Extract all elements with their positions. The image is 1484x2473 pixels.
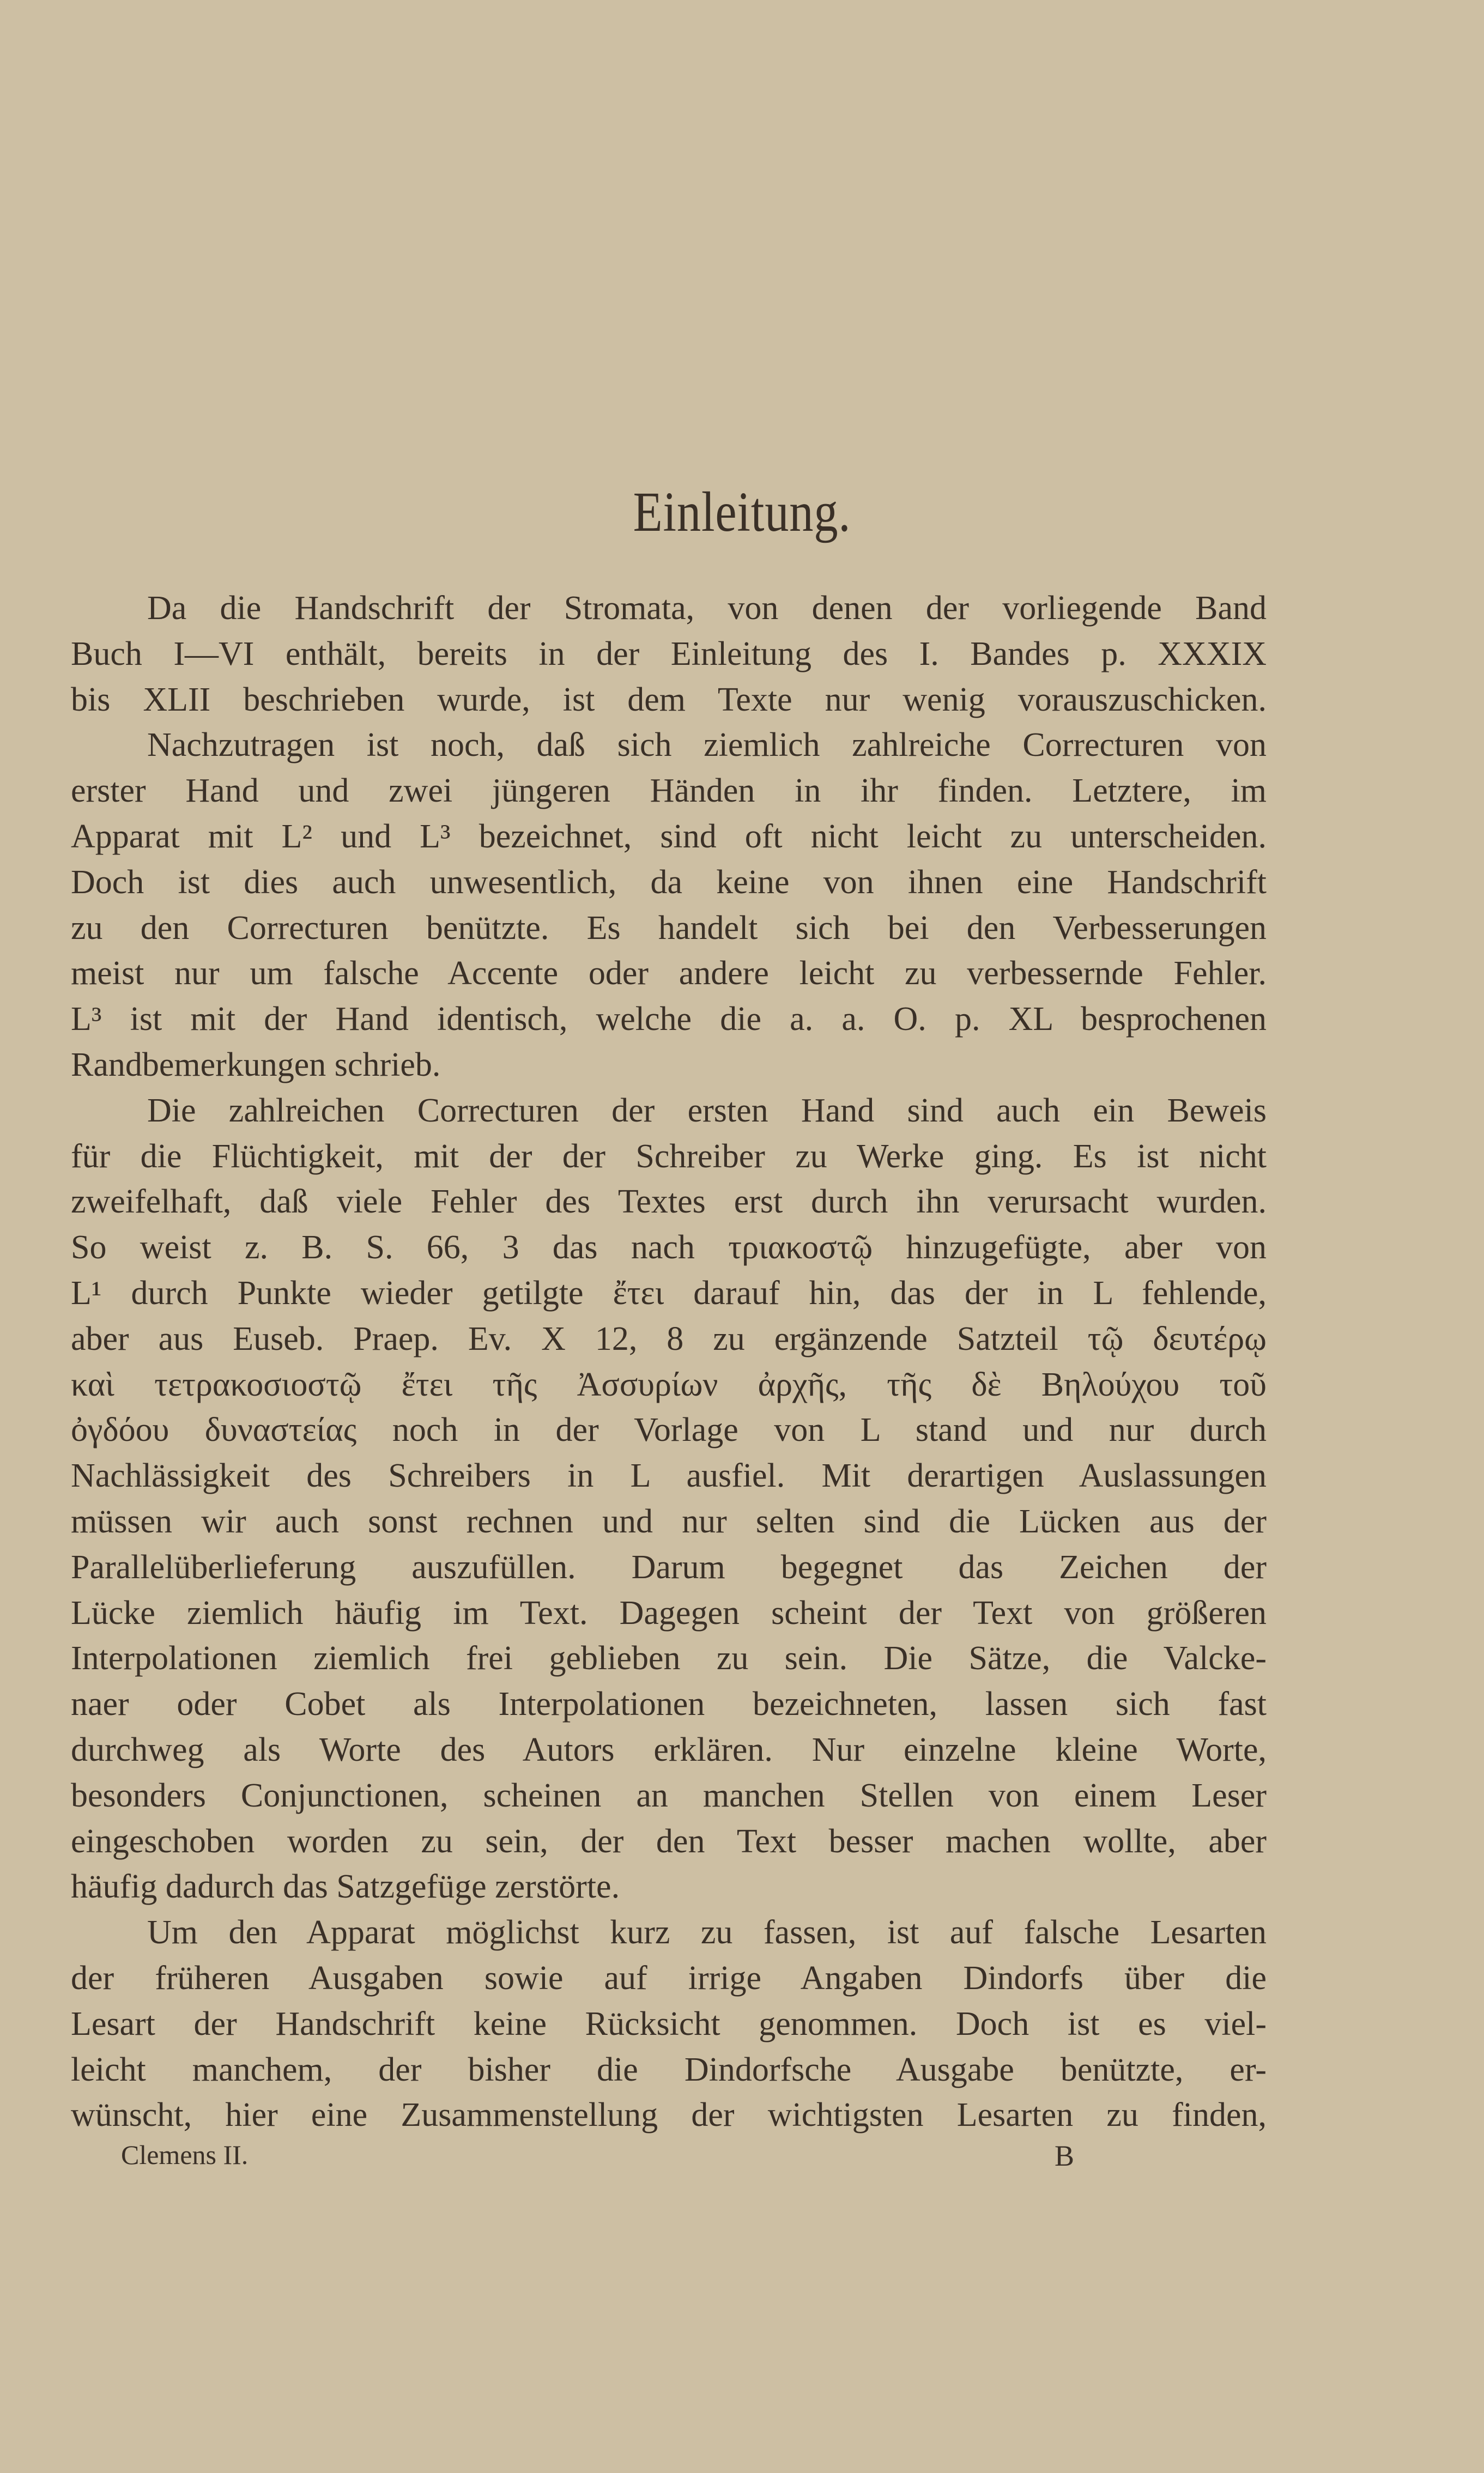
- text-line: bis XLII beschrieben wurde, ist dem Texte nur wenig vorauszuschicken.: [71, 681, 1267, 718]
- body-text: [71, 586, 1267, 2138]
- text-line: zweifelhaft, daß viele Fehler des Textes erst durch ihn verursacht wurden.: [71, 1183, 1267, 1221]
- text-line: Parallelüberlieferung auszufüllen. Darum begegnet das Zeichen der: [71, 1548, 1267, 1586]
- text-line: häufig dadurch das Satzgefüge zerstörte.: [71, 1868, 620, 1906]
- text-line: naer oder Cobet als Interpolationen bezeichneten, lassen sich fast: [71, 1686, 1267, 1723]
- footer-signature: Clemens II.: [121, 2139, 249, 2170]
- text-line: der früheren Ausgaben sowie auf irrige Angaben Dindorfs über die: [71, 1959, 1267, 1997]
- text-line: Randbemerkungen schrieb.: [71, 1046, 441, 1083]
- footer-sheet-mark: B: [1055, 2139, 1075, 2172]
- text-line: durchweg als Worte des Autors erklären. Nur einzelne kleine Worte,: [71, 1731, 1267, 1768]
- text-line: Apparat mit L² und L³ bezeichnet, sind oft nicht leicht zu unterscheiden.: [71, 817, 1267, 855]
- text-line: L³ ist mit der Hand identisch, welche die a. a. O. p. XL besprochenen: [71, 1001, 1267, 1038]
- text-line: zu den Correcturen benützte. Es handelt sich bei den Verbesserungen: [71, 909, 1267, 947]
- text-line: besonders Conjunctionen, scheinen an manchen Stellen von einem Leser: [71, 1777, 1267, 1814]
- text-line: erster Hand und zwei jüngeren Händen in ihr finden. Letztere, im: [71, 772, 1267, 810]
- text-line: eingeschoben worden zu sein, der den Text besser machen wollte, aber: [71, 1822, 1267, 1860]
- text-line: Doch ist dies auch unwesentlich, da keine von ihnen eine Handschrift: [71, 863, 1267, 901]
- text-line: Nachlässigkeit des Schreibers in L ausfiel. Mit derartigen Auslassungen: [71, 1457, 1267, 1495]
- text-line: leicht manchem, der bisher die Dindorfsche Ausgabe benützte, er-: [71, 2051, 1267, 2088]
- text-line: aber aus Euseb. Praep. Ev. X 12, 8 zu ergänzende Satzteil τῷ δευτέρῳ: [71, 1320, 1267, 1357]
- text-line: Da die Handschrift der Stromata, von denen der vorliegende Band: [147, 590, 1267, 627]
- text-line: müssen wir auch sonst rechnen und nur selten sind die Lücken aus der: [71, 1502, 1267, 1540]
- text-line: Um den Apparat möglichst kurz zu fassen, ist auf falsche Lesarten: [147, 1914, 1267, 1951]
- page-title: Einleitung.: [633, 481, 851, 543]
- text-line: Nachzutragen ist noch, daß sich ziemlich zahlreiche Correcturen von: [147, 726, 1267, 764]
- text-line: ὀγδόου δυναστείας noch in der Vorlage von L stand und nur durch: [71, 1411, 1267, 1449]
- text-line: wünscht, hier eine Zusammenstellung der wichtigsten Lesarten zu finden,: [71, 2096, 1267, 2134]
- text-line: So weist z. B. S. 66, 3 das nach τριακοστῷ hinzugefügte, aber von: [71, 1229, 1267, 1266]
- text-line: Lücke ziemlich häufig im Text. Dagegen scheint der Text von größeren: [71, 1594, 1267, 1632]
- text-line: L¹ durch Punkte wieder getilgte ἔτει darauf hin, das der in L fehlende,: [71, 1274, 1267, 1312]
- text-line: καὶ τετρακοσιοστῷ ἔτει τῆς Ἀσσυρίων ἀρχῆς, τῆς δὲ Βηλούχου τοῦ: [71, 1366, 1267, 1403]
- text-line: meist nur um falsche Accente oder andere leicht zu verbessernde Fehler.: [71, 955, 1267, 992]
- text-line: Buch I—VI enthält, bereits in der Einleitung des I. Bandes p. XXXIX: [71, 635, 1267, 672]
- text-line: Interpolationen ziemlich frei geblieben zu sein. Die Sätze, die Valcke-: [71, 1640, 1267, 1677]
- text-line: Die zahlreichen Correcturen der ersten Hand sind auch ein Beweis: [147, 1092, 1267, 1129]
- text-line: Lesart der Handschrift keine Rücksicht genommen. Doch ist es viel-: [71, 2005, 1267, 2042]
- text-line: für die Flüchtigkeit, mit der der Schreiber zu Werke ging. Es ist nicht: [71, 1137, 1267, 1175]
